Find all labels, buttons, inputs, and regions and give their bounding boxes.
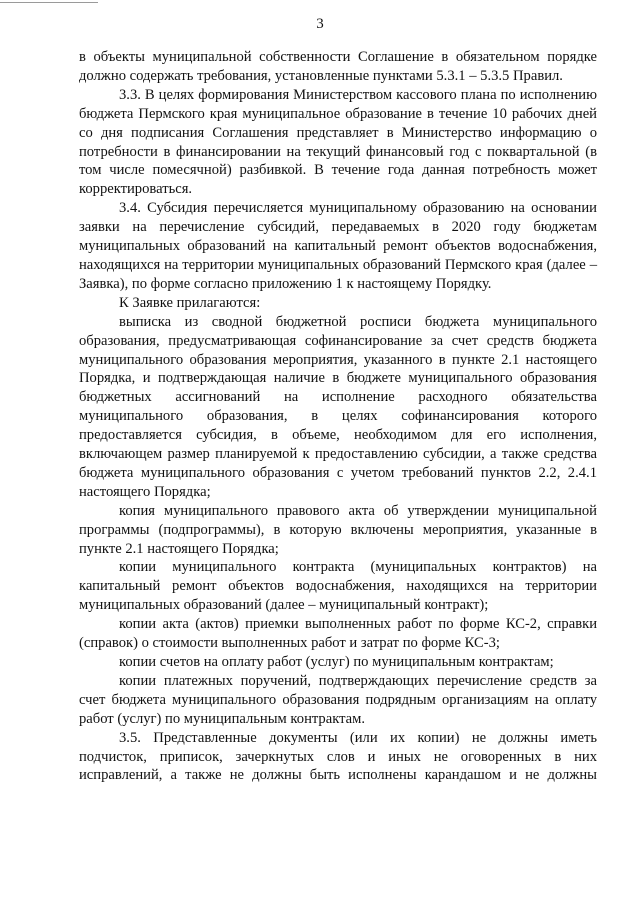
paragraph-payment-orders: копии платежных поручений, подтверждающих перечисление средств за счет бюджета муниципального образования подрядным организациям на оплату работ (услуг) по муниципальным контрактам. bbox=[79, 672, 597, 727]
paragraph-program-act: копия муниципального правового акта об утверждении муниципальной программы (подпрограммы), в которую включены мероприятия, указанные в пункте 2.1 настоящего Порядка; bbox=[79, 502, 597, 557]
paragraph-acceptance-acts: копии акта (актов) приемки выполненных работ по форме КС-2, справки (справок) о стоимости выполненных работ и затрат по форме КС-3; bbox=[79, 616, 597, 652]
paragraph-attachments-heading: К Заявке прилагаются: bbox=[119, 294, 261, 311]
paragraph-3-4: 3.4. Субсидия перечисляется муниципальному образованию на основании заявки на перечисление субсидий, передаваемых в 2020 году бюджетам муниципальных образований на капитальный ремонт объектов водоснабжения, находящихся на территории муниципальных образований Пермского края (далее – Заявка), по форме согласно приложению 1 к настоящему Порядку. bbox=[79, 200, 597, 292]
scan-corner-line bbox=[0, 2, 98, 3]
paragraph-3-3: 3.3. В целях формирования Министерством кассового плана по исполнению бюджета Пермского края муниципальное образование в течение 10 рабочих дней со дня подписания Соглашения представляет в Министерство информацию о потребности в финансировании на текущий финансовый год с поквартальной (в том числе помесячной) разбивкой. В течение года данная потребность может корректироваться. bbox=[79, 86, 597, 198]
paragraph-invoices: копии счетов на оплату работ (услуг) по муниципальным контрактам; bbox=[119, 654, 554, 670]
paragraph-intro: в объекты муниципальной собственности Соглашение в обязательном порядке должно содержать требования, установленные пунктами 5.3.1 – 5.3.5 Правил. bbox=[79, 49, 597, 84]
paragraph-budget-extract: выписка из сводной бюджетной росписи бюджета муниципального образования, предусматривающая софинансирование за счет средств бюджета муниципального образования мероприятия, указанного в пункте 2.1 настоящего Порядка, и подтверждающая наличие в бюджете муниципального образования бюджетных ассигнований на исполнение расходного обязательства муниципального образования, в целях софинансирования которого предоставляется субсидия, в объеме, необходимом для его исполнения, включающем размер планируемой к предоставлению субсидии, а также средства бюджета муниципального образования с учетом требований пунктов 2.2, 2.4.1 настоящего Порядка; bbox=[79, 313, 597, 500]
page-number: 3 bbox=[316, 16, 324, 32]
paragraph-3-5: 3.5. Представленные документы (или их копии) не должны иметь подчисток, приписок, зачеркнутых слов и иных не оговоренных в них исправлений, а также не должны быть исполнены карандашом и не должны bbox=[79, 729, 597, 784]
document-body bbox=[79, 48, 597, 785]
paragraph-contracts: копии муниципального контракта (муниципальных контрактов) на капитальный ремонт объектов водоснабжения, находящихся на территории муниципальных образований (далее – муниципальный контракт); bbox=[79, 559, 597, 614]
